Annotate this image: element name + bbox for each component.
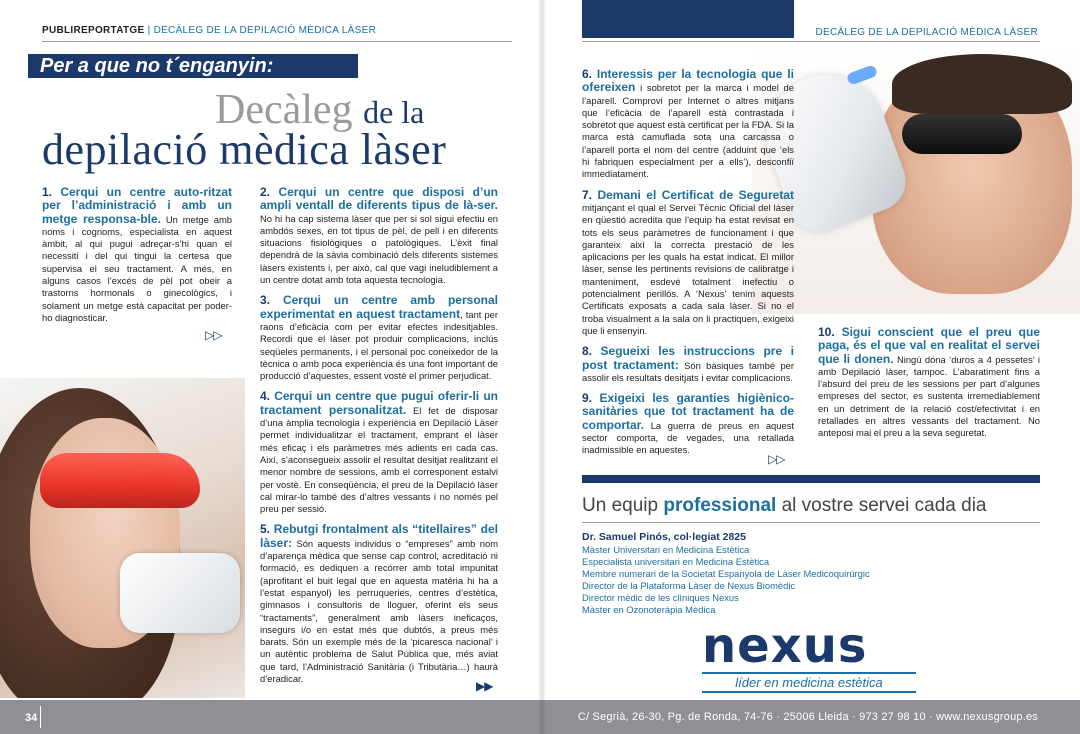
item-7 [582, 189, 794, 338]
team-rule [582, 522, 1040, 523]
item-heading: Cerqui un centre que pugui oferir-li un tractament personalitzat. [260, 389, 498, 417]
item-body: i sobretot per la marca i model de l’aparell. Comprovi per Internet o altres mitjans que l’eficàcia de l’aparell està contrastada i sobretot que aquest està certificat per la FDA. Si la marca està camuflada sota una carcassa o l’aparell porta el nom del centre (adduint que ‘els hi fabriquen especialment per a ells’), desconfiï immediatament. [582, 82, 794, 180]
credential: Membre numerari de la Societat Espanyola de Làser Medicoquirúrgic [582, 568, 870, 579]
item-heading: Rebutgi frontalment als “titellaires” del làser: [260, 522, 498, 550]
item-body: Són bàsiques també per assolir els resultats desitjats i evitar complicacions. [582, 359, 794, 383]
item-number: 6. [582, 67, 593, 81]
continue-arrows: ▷▷ [768, 452, 785, 466]
item-9 [582, 392, 794, 456]
column-3 [582, 68, 794, 465]
item-number: 3. [260, 293, 271, 308]
kicker-banner: Per a que no t´enganyin: [28, 54, 358, 78]
item-3 [260, 294, 498, 382]
page-spine [538, 0, 546, 734]
item-heading: Cerqui un centre amb personal experimentat en aquest tractament [260, 293, 498, 321]
team-headline [582, 495, 987, 517]
column-1 [42, 186, 232, 332]
item-heading: Interessis per la tecnologia que li ofereixen [582, 67, 794, 95]
item-10 [818, 326, 1040, 440]
header-right: DECÀLEG DE LA DEPILACIÓ MÈDICA LÀSER [815, 27, 1038, 38]
header-left [42, 25, 376, 36]
item-heading: Exigeixi les garanties higiènico-sanitàries que tot tractament ha de comportar. [582, 391, 794, 432]
doctor-block [582, 530, 870, 616]
logo-word: nexus [702, 618, 868, 674]
item-body: El fet de disposar d’una àmplia tecnologia i experiència en Depilació Làser permet individualitzar el tractament, emprant el làser més eficaç i els paràmetres més adients en cada cas. Així, s’aconsegueix assolir el resultat desitjat realitzant el menor nombre de sessions, amb el corresponent estalvi per vostè. En conseqüència, el preu de la Depilació làser cal mirar-lo també des d’altres vessants i no només pel preu per sessió. [260, 404, 498, 515]
item-number: 1. [42, 185, 53, 199]
item-number: 7. [582, 187, 593, 202]
item-4 [260, 390, 498, 515]
item-heading: Demani el Certificat de Seguretat [597, 187, 794, 202]
team-pre: Un equip [582, 495, 659, 516]
item-body: , tant per raons d’eficàcia com per evitar efectes indesitjables. Recordi que el làser pot produir complicacions, inclús seqüeles permanents, i el personal poc coneixedor de la tècnica o amb poca experiència és una font important de producció d’aquestes, essent vostè el primer perjudicat. [260, 308, 498, 382]
item-body: Un metge amb noms i cognoms, especialista en aquest àmbit, al qui pugui adreçar-s’hi quan el necessiti i del qui tingui la certesa que supervisa el seu tractament. A més, en alguns casos l’excés de pèl pot obeir a trastorns hormonals o ginecològics, i solament un metge està capacitat per poder-ho diagnosticar. [42, 213, 232, 323]
page-number: 34 [25, 712, 38, 724]
item-number: 5. [260, 522, 271, 537]
item-heading: Cerqui un centre que disposi d’un ampli ventall de diferents tipus de là-ser. [260, 185, 499, 213]
team-bold: professional [663, 495, 777, 516]
header-rule [582, 41, 1040, 42]
header-separator: | [147, 25, 151, 36]
nexus-logo [702, 618, 922, 693]
title-word-2: de la [363, 94, 425, 130]
item-body: Són aquests individus o “empreses” amb nom d’aparença mèdica que sense cap control, acreditació ni formació, es dediquen a recórrer amb total impunitat (aprofitant el buit legal que en aquesta matèria hi ha a l’estat espanyol) les perruqueries, centres d’estètica, gimnasos i consultoris de lloguer, oferint els seus “tractaments”, generalment amb làsers ineficaços, insegurs i/o en estat més que dubtós, a preus més barats. Són un exemple més de la ‘picaresca nacional’ i un autèntic problema de Salut Pública que, més aviat que tard, l’Administració Sanitària (i Tributària…) haurà d’eradicar. [260, 537, 499, 684]
item-number: 8. [582, 344, 593, 359]
item-heading: Cerqui un centre auto-ritzat per l’administració i amb un metge responsa-ble. [42, 185, 232, 226]
woman-laser-photo [0, 378, 245, 698]
item-1 [42, 186, 232, 324]
credential: Director de la Plataforma Làser de Nexus Biomèdic [582, 580, 796, 591]
red-goggles-image [40, 453, 200, 508]
item-number: 9. [582, 391, 593, 406]
item-6 [582, 68, 794, 181]
item-heading: Segueixi les instruccions pre i post tractament: [582, 344, 794, 372]
logo-tagline: líder en medicina estètica [702, 672, 916, 693]
header-section: PUBLIREPORTATGE [42, 25, 145, 36]
title-line-2: depilació mèdica làser [42, 125, 447, 174]
item-body: No hi ha cap sistema làser que per si sol sigui efectiu en ambdós sexes, en tot tipus de pèl, de pell i en diferents situacions fisiològiques o patològiques. L’èxit final dependrà de la sàvia combinació dels diferents sistemes làsers existents i, per això, cal que vagi ineludiblement a un centre dotat amb tota aquesta tecnologia. [260, 212, 498, 286]
item-body: La guerra de preus en aquest sector comporta, de vegades, una retallada inadmissible en aquestes. [582, 419, 794, 456]
header-rule [42, 41, 512, 42]
title-word-1: Decàleg [215, 87, 353, 133]
header-topic: DECÀLEG DE LA DEPILACIÓ MÈDICA LÀSER [153, 25, 377, 36]
right-page [542, 0, 1080, 734]
item-body: Ningú dóna ‘duros a 4 pessetes’ i amb Depilació làser, tampoc. L’abaratiment fins a l’absurd del preu de les sessions per part d’algunes empreses del sector, es sustenta irremediablement en un detriment de la relació cost/efectivitat i en retallades en altres vessants del tractament. No anteposi mai el preu a la seva seguretat. [818, 353, 1041, 439]
continue-arrows: ▷▷ [205, 328, 222, 342]
item-heading: Sigui conscient que el preu que paga, és el que val en realitat el servei que li donen. [818, 325, 1040, 366]
credential: Director mèdic de les clíniques Nexus [582, 592, 739, 603]
credential: Màster en Ozonoteràpia Mèdica [582, 604, 716, 615]
item-8 [582, 345, 794, 384]
header-tab [582, 0, 794, 38]
doctor-name: Dr. Samuel Pinós, col·legiat 2825 [582, 531, 746, 543]
column-4 [818, 326, 1040, 448]
item-number: 2. [260, 185, 271, 199]
item-5 [260, 523, 498, 685]
team-post: al vostre servei cada dia [781, 495, 987, 516]
man-laser-photo [752, 44, 1080, 314]
item-body: mitjançant el qual el Servei Tècnic Oficial del làser en qüestió acredita que l’equip ha estat revisat en tots els seus paràmetres de funcionament i que garanteix així la correcta prestació de les aplicacions per les quals ha estat indicat. El millor làser, sense les pertinents revisions de calibratge i manteniment, esdevé totalment inefectiu o potencialment perillós. A ‘Nexus’ tenim aquests Certificats exposats a cada sala làser. Si no el troba visualment a la sala on li practiquen, exigeixi que li ensenyin. [582, 201, 794, 336]
credential: Especialista universitari en Medicina Estètica [582, 556, 770, 567]
item-number: 10. [818, 325, 835, 339]
column-2 [260, 186, 498, 693]
end-arrows: ▶▶ [476, 679, 493, 693]
laser-device-image [120, 553, 240, 633]
section-bar [582, 475, 1040, 483]
footer-address: C/ Segrià, 26-30, Pg. de Ronda, 74-76 · 25006 Lleida · 973 27 98 10 · www.nexusgroup.es [577, 711, 1038, 723]
page-number-rule [40, 706, 41, 728]
credential: Màster Universitari en Medicina Estètica [582, 544, 750, 555]
dark-goggles-image [902, 114, 1022, 154]
item-2 [260, 186, 498, 286]
item-number: 4. [260, 389, 271, 404]
